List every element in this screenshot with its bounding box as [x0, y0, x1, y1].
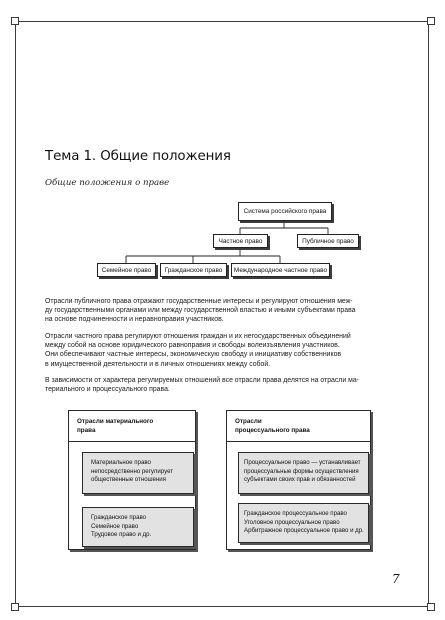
text-line: непосредственно регулирует	[91, 467, 174, 475]
text-line: процессуальные формы осуществления	[244, 467, 359, 475]
panel-heading-line: Отрасли	[235, 418, 262, 425]
paragraph-public-law	[45, 297, 403, 325]
text-line: Отрасли частного права регулируют отношения граждан и их негосударственных объединений	[45, 333, 351, 340]
text-line: Материальное право	[91, 459, 151, 466]
text-line: Процессуальное право — устанавливает	[244, 459, 361, 466]
diagram-root-label: Система российского права	[243, 208, 327, 215]
procedural-law-description-box	[238, 452, 369, 494]
diagram-node-label: Публичное право	[302, 237, 354, 245]
text-line: Семейное право	[91, 522, 139, 530]
diagram-node-private-law	[213, 234, 268, 248]
text-line: Гражданское процессуальное право	[244, 510, 347, 517]
panel-heading	[235, 418, 310, 435]
diagram-node-public-law	[297, 234, 359, 248]
diagram-node-label: Гражданское право	[164, 266, 223, 274]
diagram-node-label: Семейное право	[101, 266, 152, 274]
paragraph-branches	[45, 376, 403, 394]
text-line: общественные отношения	[91, 476, 166, 484]
page-number: 7	[392, 572, 400, 586]
material-law-examples-box	[82, 507, 194, 547]
panel-heading-line: права	[77, 426, 96, 434]
diagram-node-label: Частное право	[218, 237, 263, 245]
diagram-node-international-private-law	[231, 263, 330, 277]
section-subtitle: Общие положения о праве	[45, 178, 170, 188]
diagram-node-civil-law	[160, 263, 227, 277]
text-line: В зависимости от характера регулируемых отношений все отрасли права делятся на отрасли ма-	[45, 377, 359, 384]
text-line: Уголовное процессуальное право	[244, 518, 340, 526]
section-title: Тема 1. Общие положения	[45, 149, 231, 164]
text-line: Отрасли публичного права отражают государственные интересы и регулируют отношения меж-	[45, 298, 353, 305]
panel-heading	[77, 418, 153, 435]
text-line: в имущественной деятельности и в личных отношениях между собой.	[45, 360, 271, 368]
text-line: субъектами своих прав и обязанностей	[244, 476, 356, 484]
diagram-node-family-law	[97, 263, 156, 277]
text-line: Гражданское право	[91, 514, 147, 521]
diagram-root-box	[238, 202, 332, 221]
text-line: Они обеспечивают частные интересы, экономическую свободу и инициативу собственников	[45, 351, 342, 359]
procedural-law-examples-box	[238, 503, 369, 543]
text-line: ду государственными органами или между государственной властью и иными субъектами права	[45, 307, 356, 315]
text-line: на основе подчиненности и неравноправия участников.	[45, 316, 224, 324]
diagram-node-label: Международное частное право	[233, 266, 328, 274]
panel-divider	[69, 441, 195, 442]
text-line: Трудовое право и др.	[91, 531, 152, 539]
paragraph-private-law	[45, 332, 403, 369]
panel-divider	[227, 441, 370, 442]
text-line: териального и процессуального права.	[45, 386, 170, 394]
panel-heading-line: Отрасли материального	[77, 418, 154, 425]
text-line: между собой на основе юридического равноправия и свободы волеизъявления участников.	[45, 342, 340, 350]
panel-heading-line: процессуального права	[235, 426, 310, 434]
text-line: Арбитражное процессуальное право и др.	[244, 527, 364, 535]
material-law-description-box	[82, 452, 194, 494]
